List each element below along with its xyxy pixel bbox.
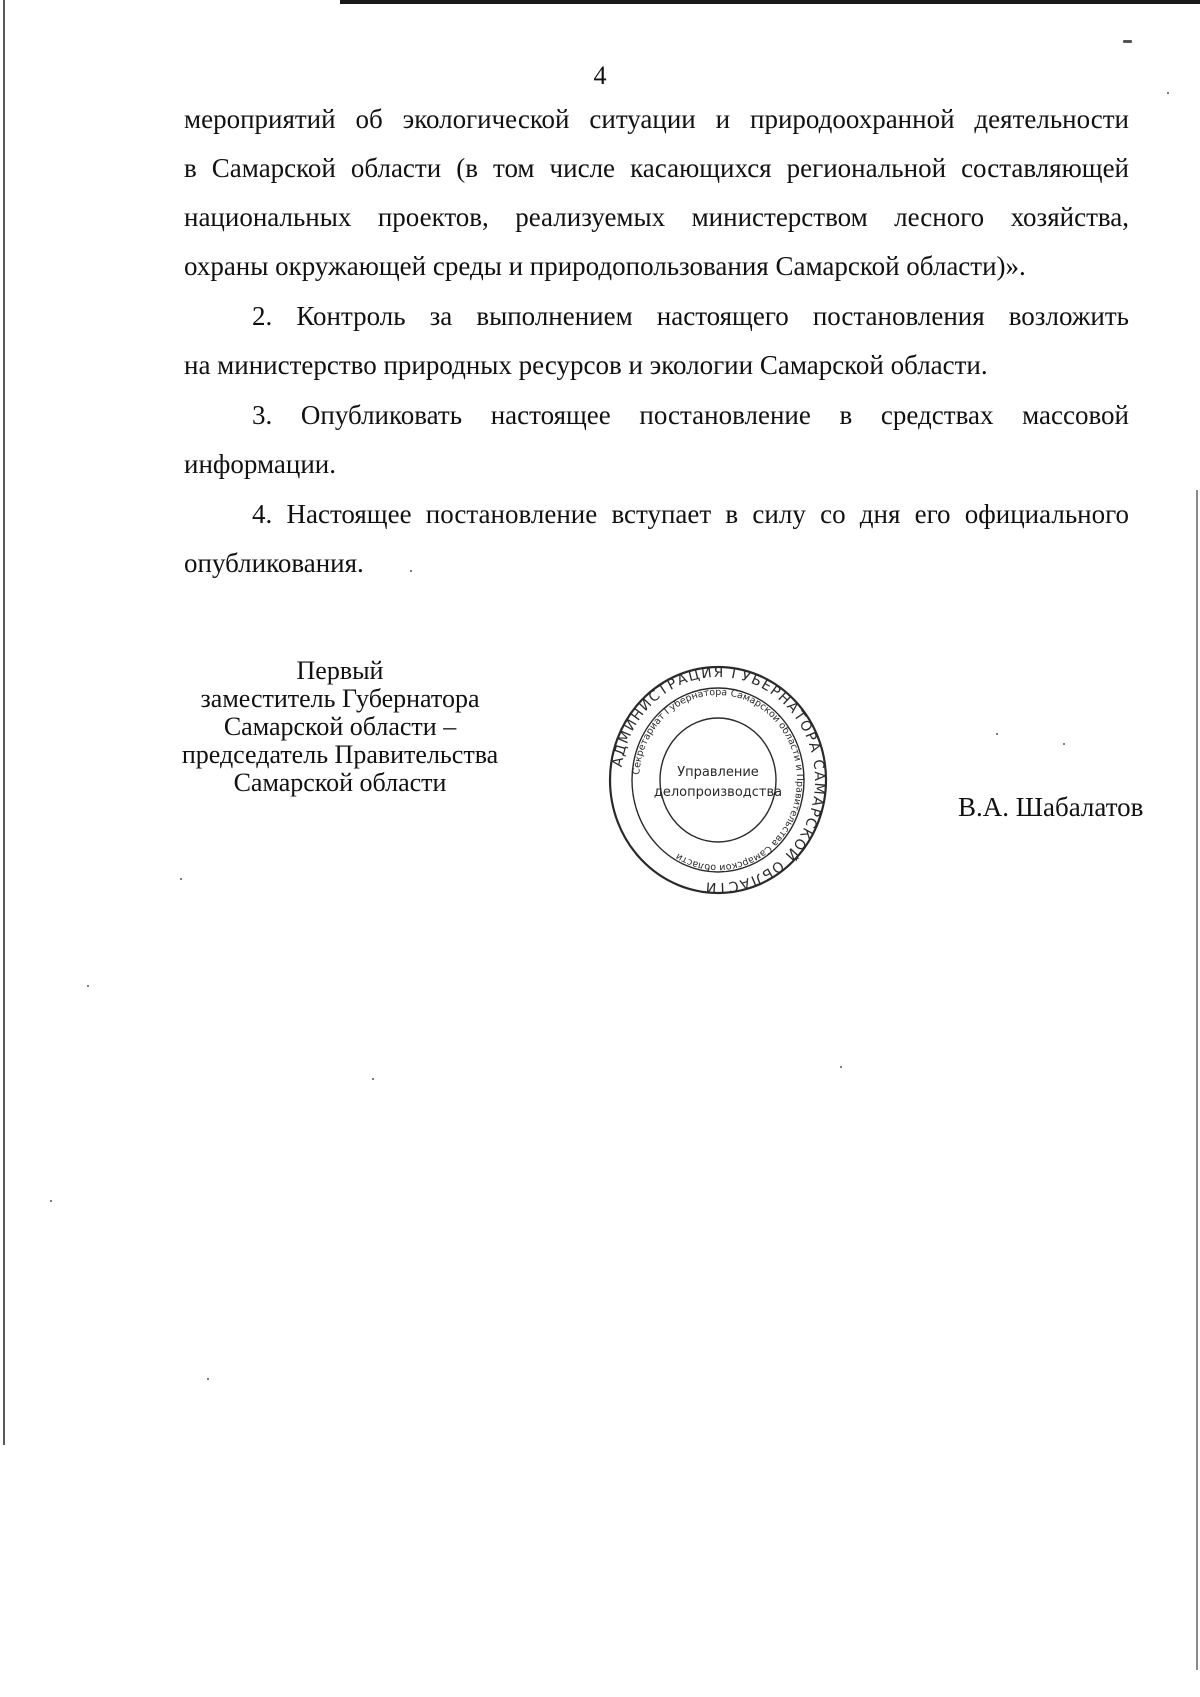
official-seal	[608, 665, 828, 895]
paragraph-line: опубликования.	[184, 548, 364, 578]
scan-speck	[996, 733, 998, 735]
position-line: Самарской области –	[223, 712, 457, 741]
scan-speck	[372, 1078, 374, 1080]
paragraph-item-4	[184, 490, 1129, 588]
scan-speck	[207, 1378, 209, 1380]
position-line: председатель Правительства	[181, 740, 499, 769]
paragraph-line: охраны окружающей среды и природопользования Самарской области)».	[184, 251, 1026, 281]
paragraph-line: в Самарской области (в том числе касающихся региональной составляющей	[184, 153, 1129, 183]
position-line: заместитель Губернатора	[200, 684, 480, 713]
paragraph-line: 2. Контроль за выполнением настоящего постановления возложить	[252, 301, 1129, 331]
paragraph-item-3	[184, 391, 1129, 489]
paragraph-line: мероприятий об экологической ситуации и природоохранной деятельности	[184, 104, 1129, 134]
paragraph-line: национальных проектов, реализуемых министерством лесного хозяйства,	[184, 202, 1129, 232]
scan-speck	[87, 985, 89, 987]
scan-edge-top	[340, 0, 1200, 4]
signatory-position	[170, 657, 510, 797]
scan-speck	[840, 1066, 842, 1068]
seal-inner-ring	[660, 718, 776, 842]
scan-speck	[1063, 743, 1065, 745]
scan-edge-right	[1196, 490, 1198, 1670]
seal-center-line-1: Управление	[677, 765, 759, 780]
signatory-name: В.А. Шабалатов	[958, 792, 1144, 822]
scan-edge-left	[3, 0, 5, 1445]
position-line: Самарской области	[233, 768, 447, 797]
seal-inner-text: Секретариат Губернатора Самарской области и Правительства Самарской области	[631, 686, 806, 874]
scan-speck	[50, 1200, 52, 1202]
paragraph-line: информации.	[184, 449, 336, 479]
scan-speck	[1123, 40, 1132, 43]
position-line: Первый	[296, 656, 384, 685]
seal-outer-text: АДМИНИСТРАЦИЯ ГУБЕРНАТОРА САМАРСКОЙ ОБЛАСТИ	[609, 665, 828, 895]
paragraph-line: 3. Опубликовать настоящее постановление в средствах массовой	[252, 400, 1129, 430]
seal-center-line-2: делопроизводства	[653, 785, 783, 800]
page-number: 4	[593, 61, 607, 90]
scan-speck	[180, 878, 182, 880]
paragraph-line: 4. Настоящее постановление вступает в силу со дня его официального	[252, 499, 1129, 529]
paragraph-continuation	[184, 95, 1129, 291]
paragraph-item-2	[184, 292, 1129, 390]
paragraph-line: на министерство природных ресурсов и экологии Самарской области.	[184, 350, 988, 380]
